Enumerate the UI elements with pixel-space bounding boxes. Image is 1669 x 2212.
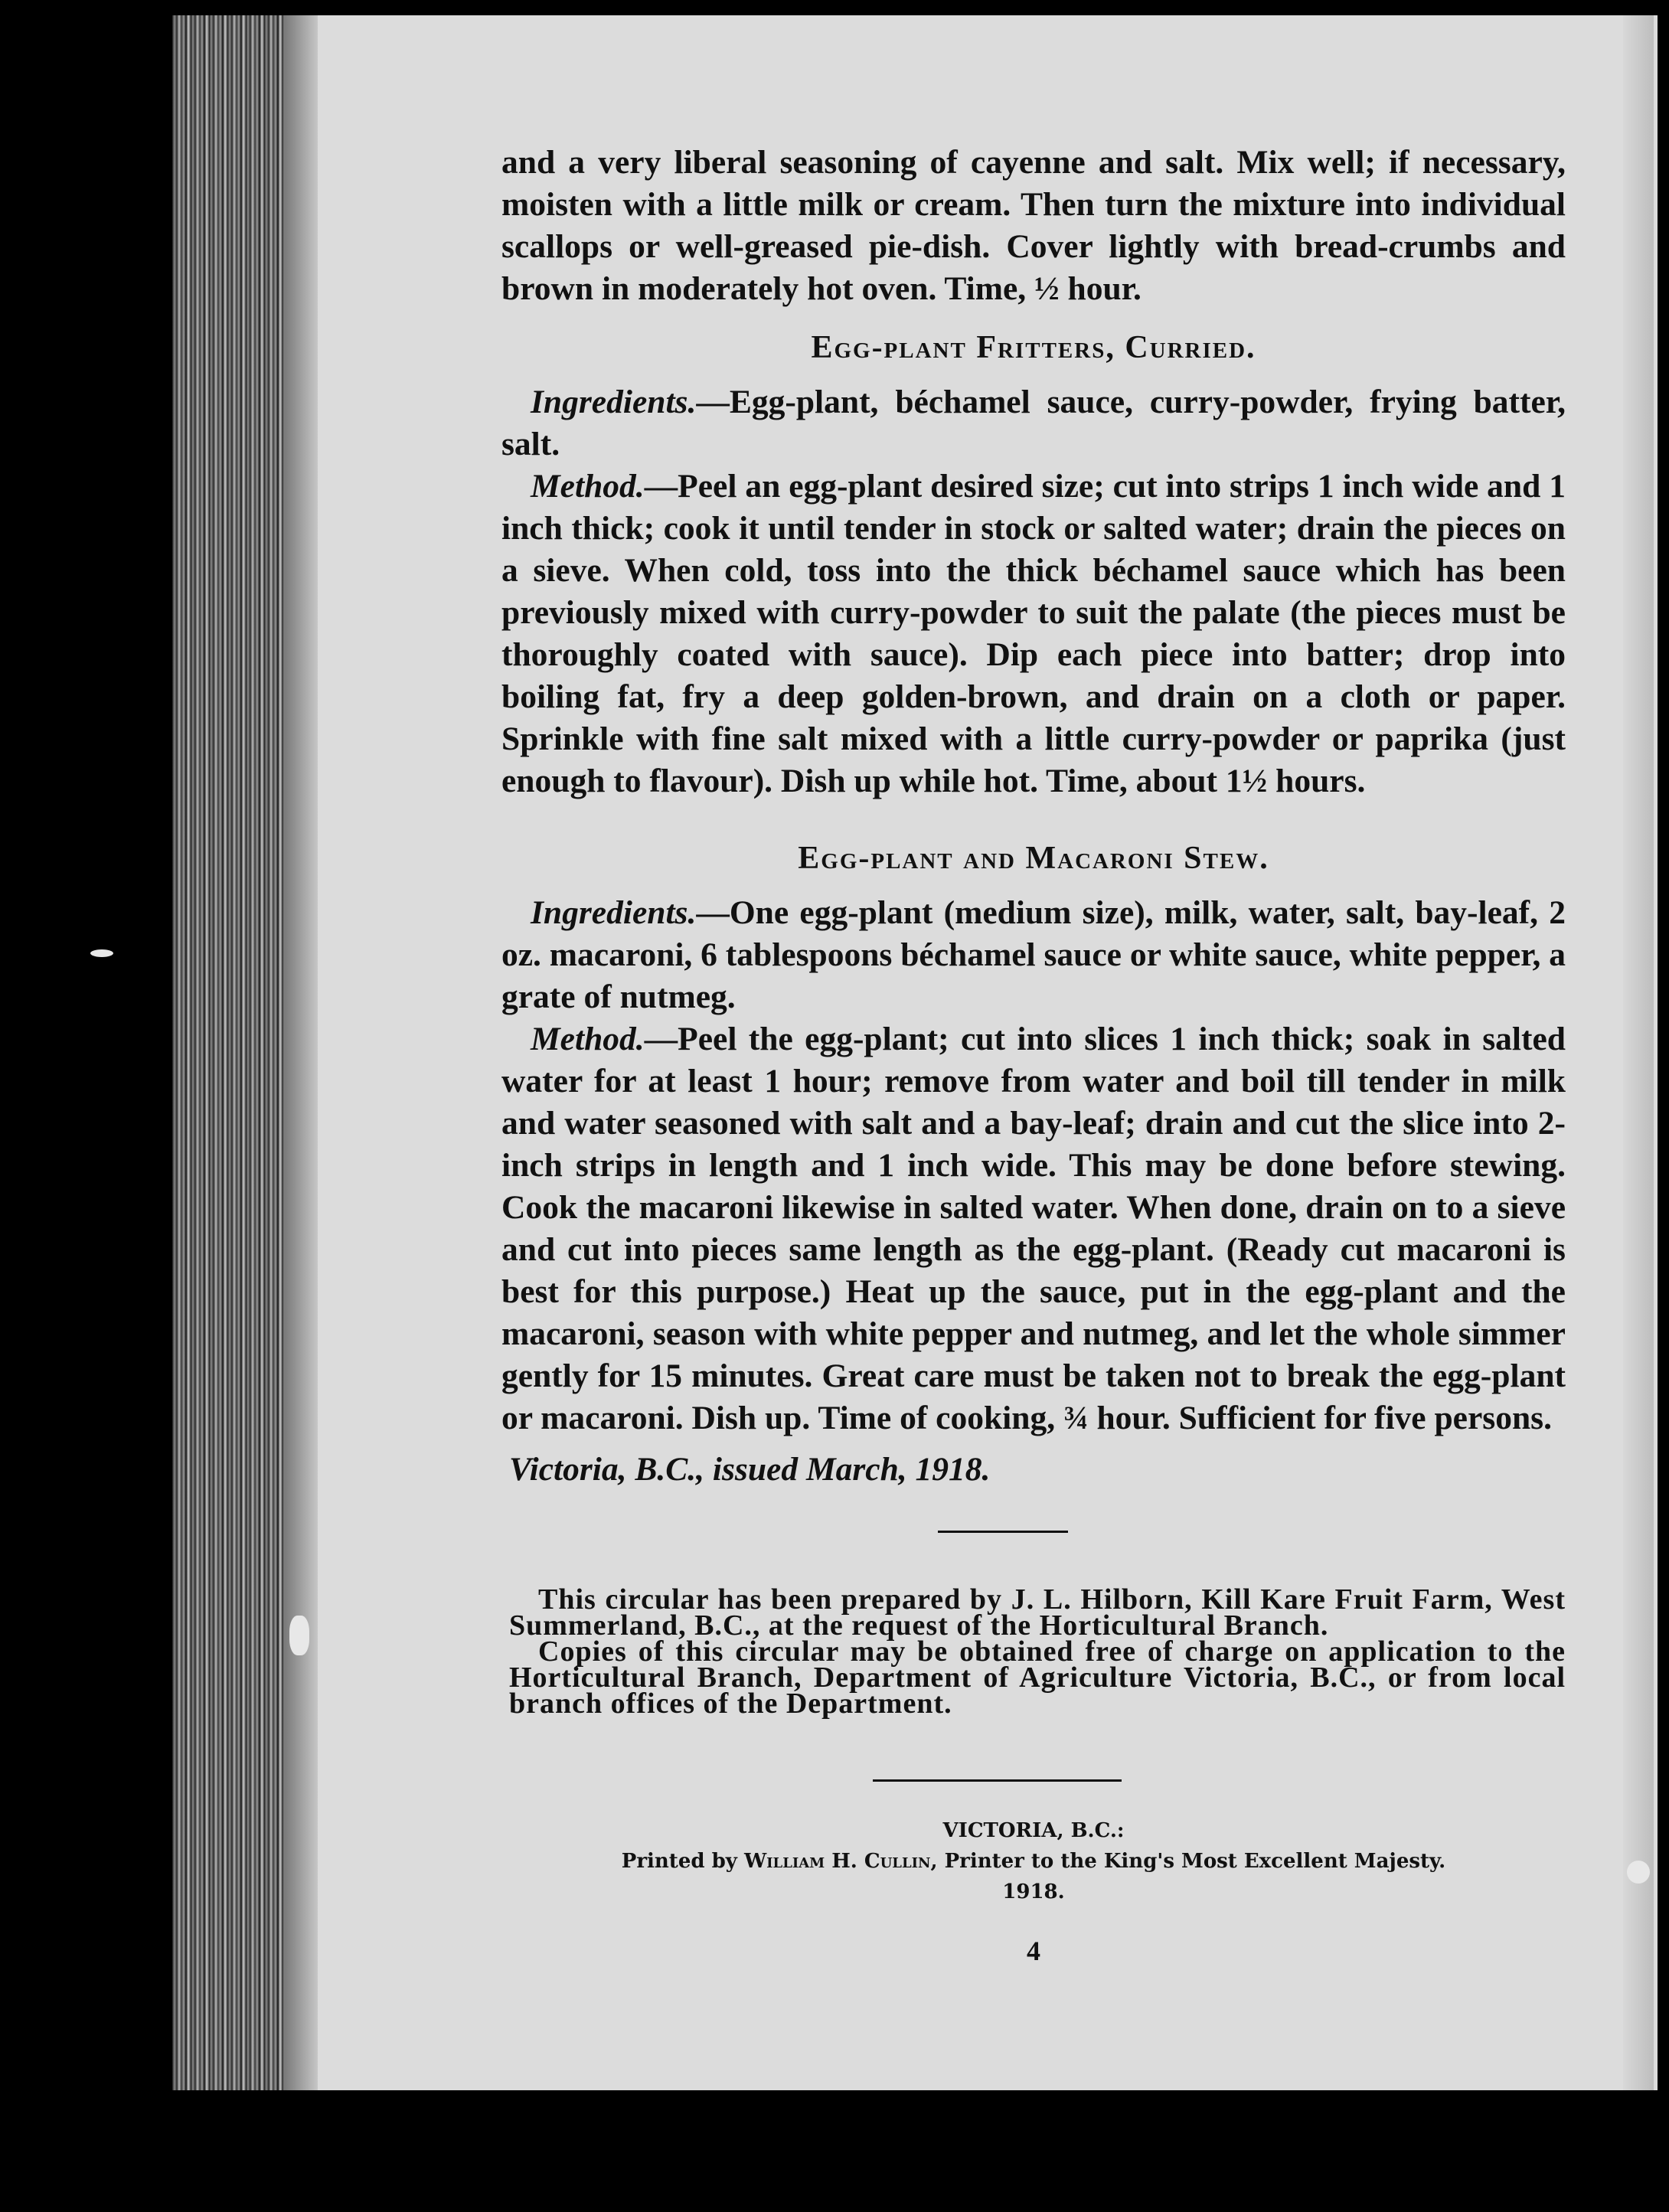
imprint-year: 1918. bbox=[1002, 1880, 1065, 1903]
scan-speck bbox=[289, 1616, 309, 1655]
printer-name: William H. Cullin bbox=[743, 1850, 931, 1873]
page-edge-shadow bbox=[283, 15, 322, 2090]
printer-imprint bbox=[501, 1815, 1566, 1907]
method-label: Method. bbox=[531, 468, 645, 505]
ingredients-paragraph bbox=[501, 892, 1566, 1018]
recipe-title: Egg-plant Fritters, Curried. bbox=[811, 330, 1256, 365]
credit-note bbox=[509, 1583, 1566, 1720]
scan-speck bbox=[1627, 1861, 1650, 1884]
method-text: —Peel an egg-plant desired size; cut into strips 1 inch wide and 1 inch thick; cook it until tender in stock or salted water; drain the pieces on a sieve. When cold, toss into the thick béchamel sauce which has been previously mixed with curry-powder to suit the palate (the pieces must be thoroughly coated with sauce). Dip each piece into batter; drop into boiling fat, fry a deep golden-brown, and drain on a cloth or paper. Sprinkle with fine salt mixed with a little curry-powder or paprika (just enough to flavour). Dish up while hot. Time, about 1½ hours. bbox=[501, 468, 1566, 799]
divider bbox=[873, 1779, 1122, 1782]
signoff-line: Victoria, B.C., issued March, 1918. bbox=[509, 1451, 991, 1488]
credit-line: This circular has been prepared by J. L. Hilborn, Kill Kare Fruit Farm, West Summerland, B.C., at the request of the Horticultural Branch. bbox=[509, 1583, 1566, 1642]
method-paragraph bbox=[501, 1018, 1566, 1439]
credit-line: Copies of this circular may be obtained free of charge on application to the Horticultural Branch, Department of Agriculture Victoria, B.C., or from local branch offices of the Department. bbox=[509, 1635, 1566, 1720]
ingredients-label: Ingredients. bbox=[531, 384, 697, 420]
ingredients-text: —One egg-plant (medium size), milk, water, salt, bay-leaf, 2 oz. macaroni, 6 tablespoons béchamel sauce or white sauce, white pepper, a grate of nutmeg. bbox=[501, 894, 1566, 1015]
divider bbox=[938, 1531, 1068, 1533]
imprint-printer-line: Printed by William H. Cullin, Printer to the King's Most Excellent Majesty. bbox=[621, 1850, 1446, 1873]
ingredients-label: Ingredients. bbox=[531, 894, 697, 931]
page-body bbox=[501, 142, 1566, 1972]
page-right-edge bbox=[1623, 15, 1654, 2090]
recipe-title: Egg-plant and Macaroni Stew. bbox=[798, 841, 1269, 876]
continued-paragraph: and a very liberal seasoning of cayenne and salt. Mix well; if necessary, moisten with a little milk or cream. Then turn the mixture into individual scallops or well-greased pie-dish. Cover lightly with bread-crumbs and brown in moderately hot oven. Time, ½ hour. bbox=[501, 144, 1566, 307]
ingredients-paragraph bbox=[501, 381, 1566, 466]
ingredients-text: —Egg-plant, béchamel sauce, curry-powder, frying batter, salt. bbox=[501, 384, 1566, 462]
page-number: 4 bbox=[1027, 1936, 1040, 1966]
method-text: —Peel the egg-plant; cut into slices 1 inch thick; soak in salted water for at least 1 hour; remove from water and boil till tender in milk and water seasoned with salt and a bay-leaf; drain and cut the slice into 2-inch strips in length and 1 inch wide. This may be done before stewing. Cook the macaroni likewise in salted water. When done, drain on to a sieve and cut into pieces same length as the egg-plant. (Ready cut macaroni is best for this purpose.) Heat up the sauce, put in the egg-plant and the macaroni, season with white pepper and nutmeg, and let the whole simmer gently for 15 minutes. Great care must be taken not to break the egg-plant or macaroni. Dish up. Time of cooking, ¾ hour. Sufficient for five persons. bbox=[501, 1021, 1566, 1436]
method-label: Method. bbox=[531, 1021, 645, 1057]
method-paragraph bbox=[501, 466, 1566, 802]
imprint-place: VICTORIA, B.C.: bbox=[942, 1819, 1125, 1842]
scan-speck bbox=[90, 949, 113, 957]
